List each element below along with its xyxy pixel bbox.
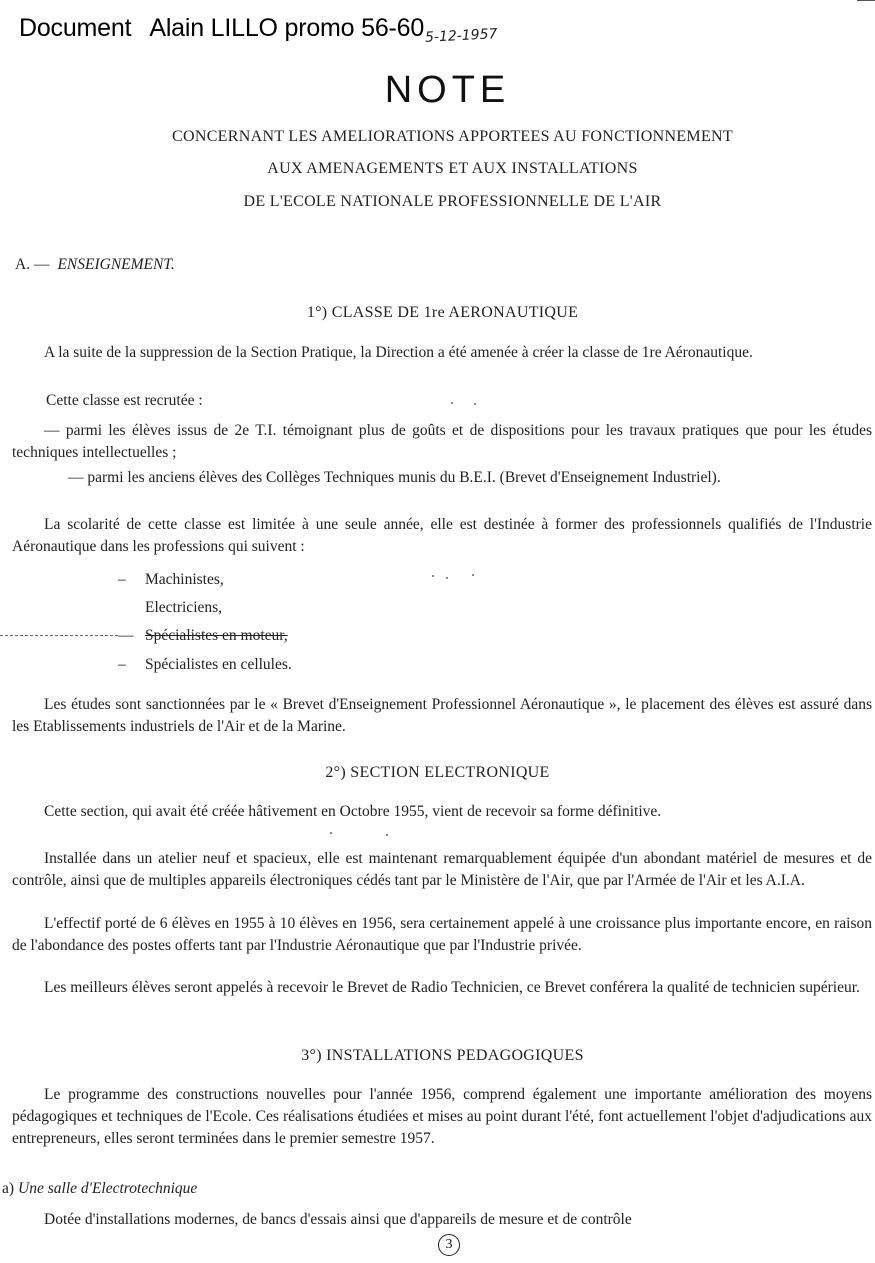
page-number: 3 (438, 1234, 460, 1256)
list-item-machinistes: – Machinistes, (118, 571, 224, 588)
part3-paragraph-2: Dotée d'installations modernes, de bancs d'essais ainsi que d'appareils de mesure et de contrôle (44, 1211, 632, 1228)
scan-speck (386, 834, 388, 836)
section-a-heading (15, 256, 175, 274)
document-title: NOTE (384, 69, 511, 111)
scan-speck (474, 403, 476, 405)
subtitle-line-1: CONCERNANT LES AMELIORATIONS APPORTEES AU FONCTIONNEMENT (172, 128, 733, 145)
part3-subsection-a-title: Une salle d'Electrotechnique (18, 1180, 198, 1197)
part3-paragraph-1: Le programme des constructions nouvelles pour l'année 1956, comprend également une importante amélioration des moyens pédagogiques et techniques de l'Ecole. Ces réalisations étudiées et mises au point durant l'été, font actuellement l'objet d'adjudications aux entrepreneurs, elles seront terminées dans le premier semestre 1957. (12, 1086, 872, 1147)
section-a-letter: A. — (15, 256, 50, 273)
header-label-part1: Document (19, 14, 132, 42)
scan-speck (472, 574, 474, 576)
part3-subsection-a-letter: a) (2, 1180, 15, 1197)
document-header-label (19, 14, 424, 43)
part1-heading: 1°) CLASSE DE 1re AERONAUTIQUE (306, 304, 579, 321)
handwritten-date: 5-12-1957 (424, 26, 498, 46)
part1-paragraph-6: Les études sont sanctionnées par le « Brevet d'Enseignement Professionnel Aéronautique », le placement des élèves est assuré dans les Etablissements industriels de l'Air et de la Marine. (12, 696, 872, 735)
scan-speck (330, 832, 332, 834)
part3-subsection-a (2, 1180, 197, 1198)
section-a-name: ENSEIGNEMENT. (57, 256, 175, 273)
part1-paragraph-3: — parmi les élèves issus de 2e T.I. témoignant plus de goûts et de dispositions pour les travaux pratiques que pour les études techniques intellectuelles ; (12, 422, 872, 461)
part2-heading: 2°) SECTION ELECTRONIQUE (325, 764, 550, 781)
part1-paragraph-1: A la suite de la suppression de la Section Pratique, la Direction a été amenée à créer la classe de 1re Aéronautique. (44, 344, 753, 361)
scan-artifact-dashes (0, 635, 118, 636)
header-label-part2: Alain LILLO promo 56-60 (149, 14, 425, 42)
scan-speck (446, 577, 448, 579)
part1-paragraph-4: — parmi les anciens élèves des Collèges Techniques munis du B.E.I. (Brevet d'Enseignement Industriel). (68, 469, 721, 486)
part1-paragraph-5: La scolarité de cette classe est limitée à une seule année, elle est destinée à former des professionnels qualifiés de l'Industrie Aéronautique dans les professions qui suivent : (12, 516, 872, 555)
scan-speck (451, 402, 453, 404)
part2-paragraph-4: Les meilleurs élèves seront appelés à recevoir le Brevet de Radio Technicien, ce Brevet conférera la qualité de technicien supérieur. (44, 979, 860, 996)
scan-speck (432, 575, 434, 577)
list-item-specialistes-moteur: — Spécialistes en moteur, (118, 627, 288, 644)
part3-heading: 3°) INSTALLATIONS PEDAGOGIQUES (301, 1047, 584, 1064)
part2-paragraph-1: Cette section, qui avait été créée hâtivement en Octobre 1955, vient de recevoir sa forme définitive. (44, 803, 662, 820)
list-item-electriciens: Electriciens, (145, 599, 223, 616)
list-item-specialistes-cellules: – Spécialistes en cellules. (118, 656, 292, 673)
part1-paragraph-2: Cette classe est recrutée : (46, 392, 203, 409)
part2-paragraph-2: Installée dans un atelier neuf et spacieux, elle est maintenant remarquablement équipée d'un abondant matériel de mesures et de contrôle, ainsi que de multiples appareils électroniques cédés tant par le Ministère de l'Air, que par l'Armée de l'Air et les A.I.A. (12, 850, 872, 889)
subtitle-line-3: DE L'ECOLE NATIONALE PROFESSIONNELLE DE L'AIR (243, 193, 662, 210)
top-edge-line (857, 0, 875, 4)
part2-paragraph-3: L'effectif porté de 6 élèves en 1955 à 10 élèves en 1956, sera certainement appelé à une croissance plus importante encore, en raison de l'abondance des postes offerts tant par l'Industrie Aéronautique que par l'Industrie privée. (12, 915, 872, 954)
subtitle-line-2: AUX AMENAGEMENTS ET AUX INSTALLATIONS (267, 160, 638, 177)
